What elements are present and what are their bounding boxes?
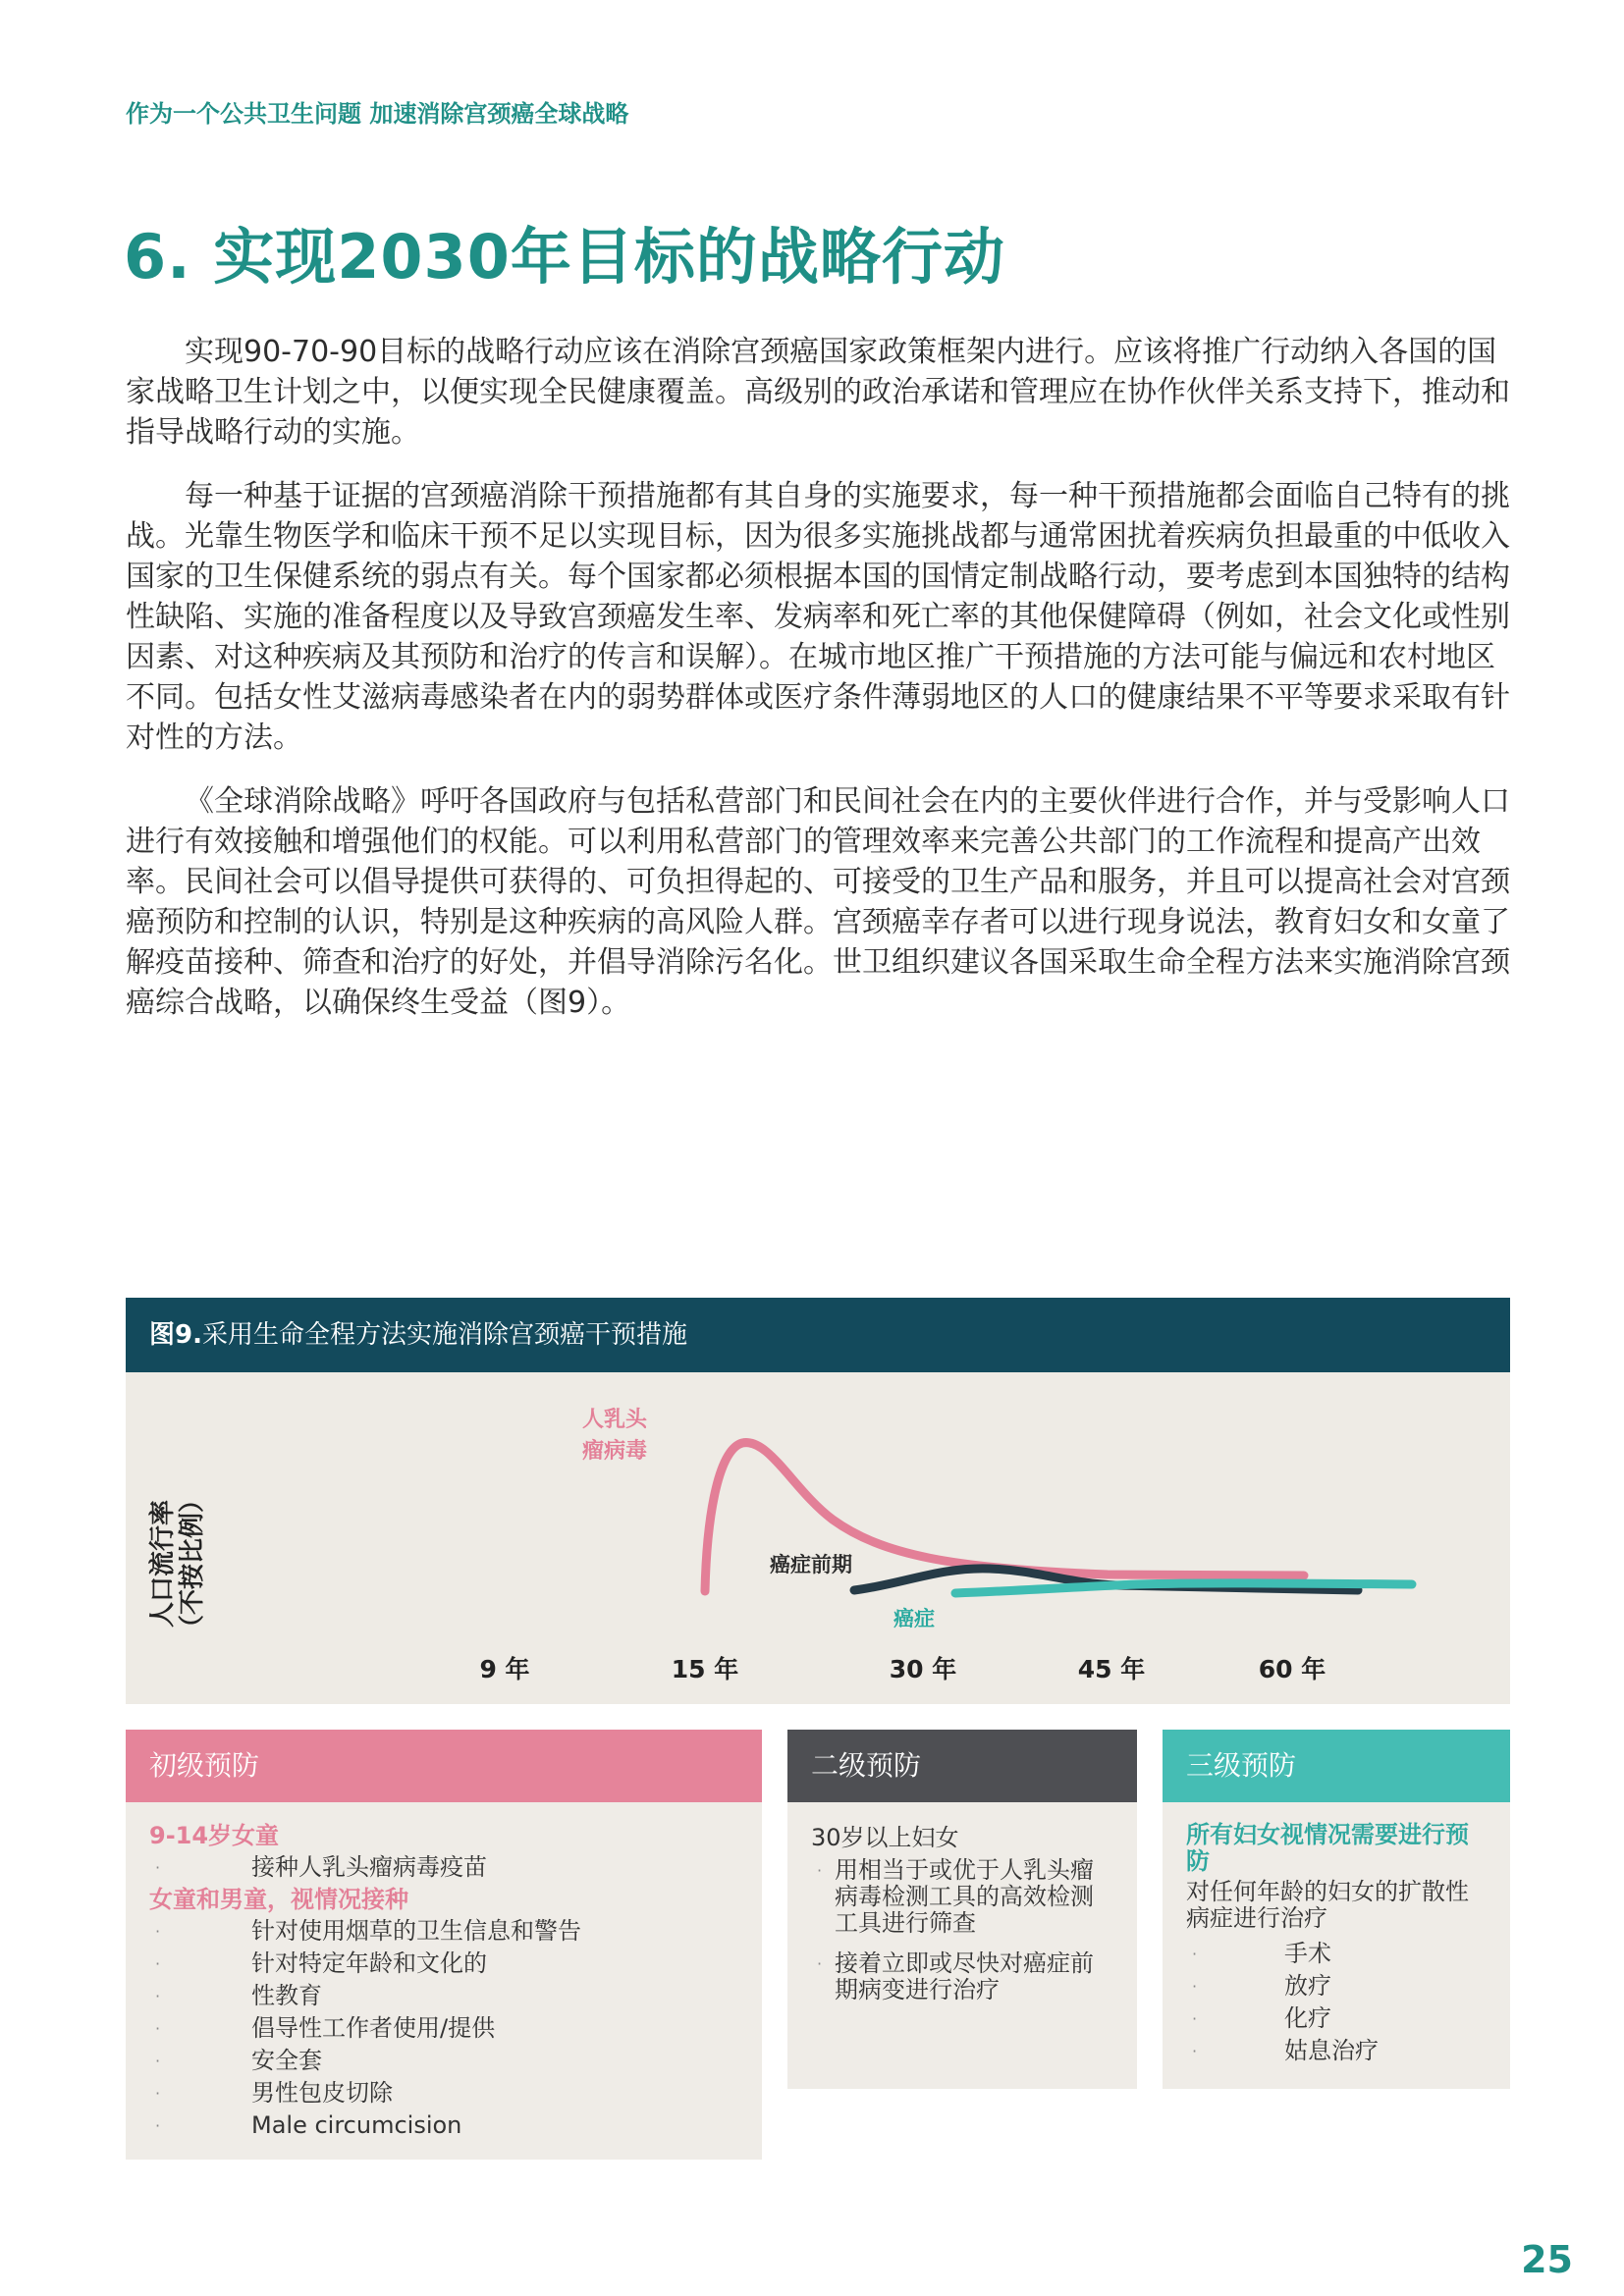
tertiary-prevention-title: 三级预防 [1163,1730,1510,1802]
secondary-prevention-title: 二级预防 [787,1730,1137,1802]
lifecourse-diagram [126,1372,1510,1704]
tertiary-prevention-box [1163,1730,1510,2089]
list-item-text: 化疗 [1284,2004,1331,2032]
bullet-icon: · [155,2116,161,2135]
figure-label: 图9. [149,1320,202,1350]
tertiary-description: 对任何年龄的妇女的扩散性病症进行治疗 [1186,1878,1469,1932]
bullet-icon: · [1192,1945,1198,1963]
list-item-text: 接着立即或尽快对癌症前期病变进行治疗 [835,1949,1094,2003]
list-item [149,2045,738,2077]
list-item-text: 倡导性工作者使用/提供 [251,2014,496,2042]
age-tick: 30 年 [889,1655,957,1683]
list-item-text: 针对使用烟草的卫生信息和警告 [251,1917,581,1945]
body-text [126,332,1510,1046]
list-item-text: 男性包皮切除 [251,2079,393,2107]
list-item [1186,2002,1487,2035]
group-girls-boys: 女童和男童，视情况接种 [149,1886,408,1913]
age-tick: 9 年 [479,1655,530,1683]
list-item-text: Male circumcision [251,2111,462,2139]
paragraph: 实现90-70-90目标的战略行动应该在消除宫颈癌国家政策框架内进行。应该将推广行动纳入各国的国家战略卫生计划之中，以便实现全民健康覆盖。高级别的政治承诺和管理应在协作伙伴关系支持下，推动和指导战略行动的实施。 [126,335,1510,450]
list-item-text: 针对特定年龄和文化的 [251,1949,487,1977]
bullet-icon: · [155,1858,161,1877]
bullet-icon: · [1192,1977,1198,1996]
bullet-icon: · [1192,2042,1198,2060]
bullet-icon: · [155,1954,161,1973]
group-women-30plus: 30岁以上妇女 [811,1824,959,1851]
group-all-women: 所有妇女视情况需要进行预防 [1186,1821,1469,1875]
paragraph: 《全球消除战略》呼吁各国政府与包括私营部门和民间社会在内的主要伙伴进行合作，并与受影响人口进行有效接触和增强他们的权能。可以利用私营部门的管理效率来完善公共部门的工作流程和提高产出效率。民间社会可以倡导提供可获得的、可负担得起的、可接受的卫生产品和服务，并且可以提高社会对宫颈癌预防和控制的认识，特别是这种疾病的高风险人群。宫颈癌幸存者可以进行现身说法，教育妇女和女童了解疫苗接种、筛查和治疗的好处，并倡导消除污名化。世卫组织建议各国采取生命全程方法来实施消除宫颈癌综合战略，以确保终生受益（图9）。 [126,784,1510,1020]
y-axis-label-note: （不按比例） [178,1486,207,1641]
figure-9 [126,1298,1510,1704]
bullet-icon: · [155,2084,161,2103]
page-title: 6. 实现2030年目标的战略行动 [124,221,1005,293]
secondary-prevention-box [787,1730,1137,2089]
list-item-text: 接种人乳头瘤病毒疫苗 [251,1853,487,1881]
list-item-text: 用相当于或优于人乳头瘤病毒检测工具的高效检测工具进行筛查 [835,1856,1094,1937]
y-axis-label: 人口流行率 [148,1499,178,1629]
bullet-icon: · [817,1954,823,1973]
list-item-text: 姑息治疗 [1284,2037,1379,2064]
primary-prevention-title: 初级预防 [126,1730,762,1802]
list-item-text: 手术 [1284,1940,1331,1967]
list-item [1186,1970,1487,2002]
list-item [149,1851,738,1884]
list-item [149,1980,738,2012]
paragraph: 每一种基于证据的宫颈癌消除干预措施都有其自身的实施要求，每一种干预措施都会面临自己特有的挑战。光靠生物医学和临床干预不足以实现目标，因为很多实施挑战都与通常困扰着疾病负担最重的中低收入国家的卫生保健系统的弱点有关。每个国家都必须根据本国的国情定制战略行动，要考虑到本国独特的结构性缺陷、实施的准备程度以及导致宫颈癌发生率、发病率和死亡率的其他保健障碍（例如，社会文化或性别因素、对这种疾病及其预防和治疗的传言和误解）。在城市地区推广干预措施的方法可能与偏远和农村地区不同。包括女性艾滋病毒感染者在内的弱势群体或医疗条件薄弱地区的人口的健康结果不平等要求采取有针对性的方法。 [126,479,1510,755]
list-item [811,1950,1113,2003]
bullet-icon: · [1192,2009,1198,2028]
list-item [1186,2035,1487,2067]
figure-caption [126,1298,1510,1372]
age-tick: 45 年 [1077,1655,1146,1683]
hpv-label-line2: 瘤病毒 [582,1439,648,1464]
list-item [811,1857,1113,1937]
running-header: 作为一个公共卫生问题 加速消除宫颈癌全球战略 [126,100,629,128]
page-number: 25 [1521,2238,1573,2281]
group-girls-9-14: 9-14岁女童 [149,1822,280,1849]
list-item-text: 安全套 [251,2047,322,2074]
list-item [1186,1938,1487,1970]
list-item [149,2077,738,2109]
list-item-text: 放疗 [1284,1972,1331,2000]
list-item [149,1948,738,1980]
primary-prevention-box [126,1730,762,2160]
hpv-label: 人乳头 [582,1408,648,1432]
list-item [149,2109,738,2142]
precancer-label: 癌症前期 [770,1553,852,1576]
cancer-label: 癌症 [893,1607,935,1630]
age-tick: 15 年 [671,1655,739,1683]
list-item [149,2012,738,2045]
list-item-text: 性教育 [251,1982,322,2009]
bullet-icon: · [155,2052,161,2070]
bullet-icon: · [155,2019,161,2038]
list-item [149,1915,738,1948]
bullet-icon: · [155,1922,161,1941]
age-tick: 60 年 [1258,1655,1326,1683]
figure-caption-text: 采用生命全程方法实施消除宫颈癌干预措施 [201,1320,687,1350]
bullet-icon: · [817,1861,823,1880]
bullet-icon: · [155,1987,161,2005]
